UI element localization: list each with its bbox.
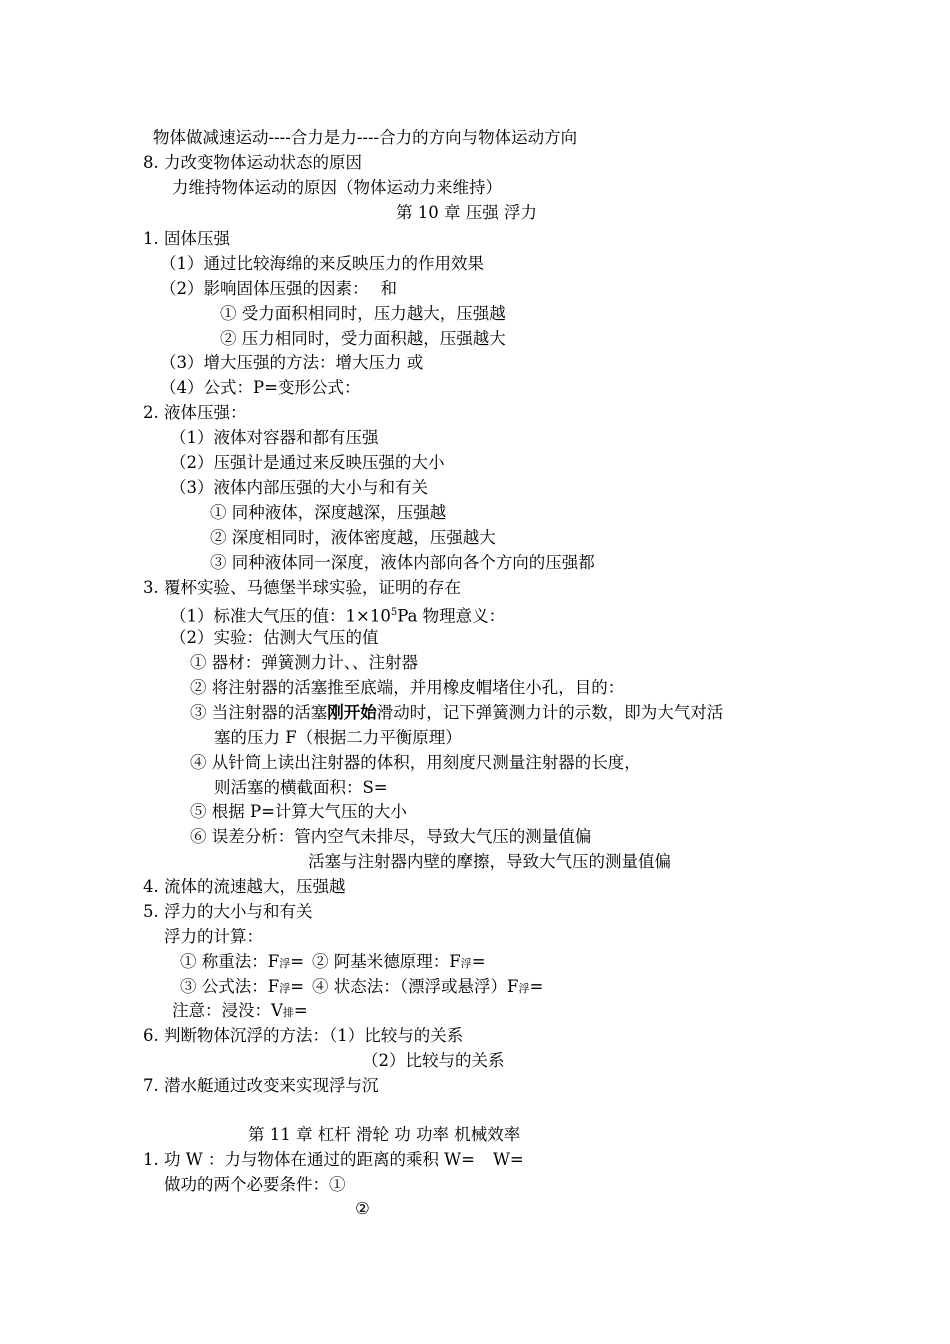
line-8a: 8. 力改变物体运动状态的原因 [143, 153, 362, 172]
line-1-4: （4）公式：P=变形公式： [160, 378, 361, 397]
section-2-heading: 2. 液体压强： [143, 403, 247, 422]
chapter-10-title: 第 10 章 压强 浮力 [396, 203, 537, 222]
line-5-d: 注意：浸没：V排= [172, 1001, 308, 1020]
line-5-a: 浮力的计算： [164, 927, 263, 946]
line-2-3: （3）液体内部压强的大小与和有关 [170, 478, 428, 497]
line-3-2-2: ② 将注射器的活塞推至底端，并用橡皮帽堵住小孔，目的： [190, 678, 625, 697]
line-3-2-3-cont: 塞的压力 F（根据二力平衡原理） [214, 728, 462, 747]
line-5-b: ① 称重法：F浮= ② 阿基米德原理：F浮= [180, 952, 486, 971]
line-1-2-2: ② 压力相同时，受力面积越，压强越大 [220, 329, 506, 348]
line-deceleration: 物体做减速运动----合力是力----合力的方向与物体运动方向 [153, 128, 578, 147]
section-1-heading: 1. 固体压强 [143, 229, 230, 248]
line-1-1: （1）通过比较海绵的来反映压力的作用效果 [160, 254, 484, 273]
line-3-1: （1）标准大气压的值：$1\times 10^5Pa$ 物理意义： [170, 606, 506, 626]
line-2-3-1: ① 同种液体，深度越深，压强越 [210, 503, 447, 522]
line-3-2-4-cont: 则活塞的横截面积：S= [214, 778, 388, 797]
section-4: 4. 流体的流速越大，压强越 [143, 877, 346, 896]
line-11-1: 1. 功 W ：力与物体在通过的距离的乘积 W= W= [143, 1150, 524, 1169]
line-2-3-3: ③ 同种液体同一深度，液体内部向各个方向的压强都 [210, 553, 595, 572]
section-5: 5. 浮力的大小与和有关 [143, 902, 313, 921]
section-6: 6. 判断物体沉浮的方法：（1）比较与的关系 [143, 1026, 464, 1045]
line-8b: 力维持物体运动的原因（物体运动力来维持） [172, 178, 502, 197]
line-3-2-4: ④ 从针筒上读出注射器的体积，用刻度尺测量注射器的长度， [190, 753, 641, 772]
line-3-2-3: ③ 当注射器的活塞刚开始滑动时，记下弹簧测力计的示数，即为大气对活 [190, 703, 724, 722]
line-11-3: ② [355, 1199, 370, 1218]
line-3-2: （2）实验：估测大气压的值 [170, 628, 379, 647]
section-3-heading: 3. 覆杯实验、马德堡半球实验，证明的存在 [143, 578, 461, 597]
line-5-c: ③ 公式法：F浮= ④ 状态法：（漂浮或悬浮）F浮= [180, 977, 544, 996]
line-3-2-1: ① 器材：弹簧测力计、、注射器 [190, 653, 418, 672]
line-11-2: 做功的两个必要条件：① [164, 1175, 346, 1194]
line-2-1: （1）液体对容器和都有压强 [170, 428, 379, 447]
chapter-11-title: 第 11 章 杠杆 滑轮 功 功率 机械效率 [248, 1125, 521, 1144]
section-7: 7. 潜水艇通过改变来实现浮与沉 [143, 1076, 379, 1095]
line-2-3-2: ② 深度相同时，液体密度越，压强越大 [210, 528, 496, 547]
line-2-2: （2）压强计是通过来反映压强的大小 [170, 453, 445, 472]
line-1-3: （3）增大压强的方法：增大压力 或 [160, 353, 424, 372]
line-3-2-5: ⑤ 根据 P=计算大气压的大小 [190, 802, 407, 821]
line-3-2-6-cont: 活塞与注射器内壁的摩擦，导致大气压的测量值偏 [308, 852, 671, 871]
line-1-2: （2）影响固体压强的因素： 和 [160, 279, 397, 298]
line-1-2-1: ① 受力面积相同时，压力越大，压强越 [220, 304, 506, 323]
line-3-2-6: ⑥ 误差分析：管内空气未排尽，导致大气压的测量值偏 [190, 827, 592, 846]
line-6-b: （2）比较与的关系 [362, 1051, 505, 1070]
